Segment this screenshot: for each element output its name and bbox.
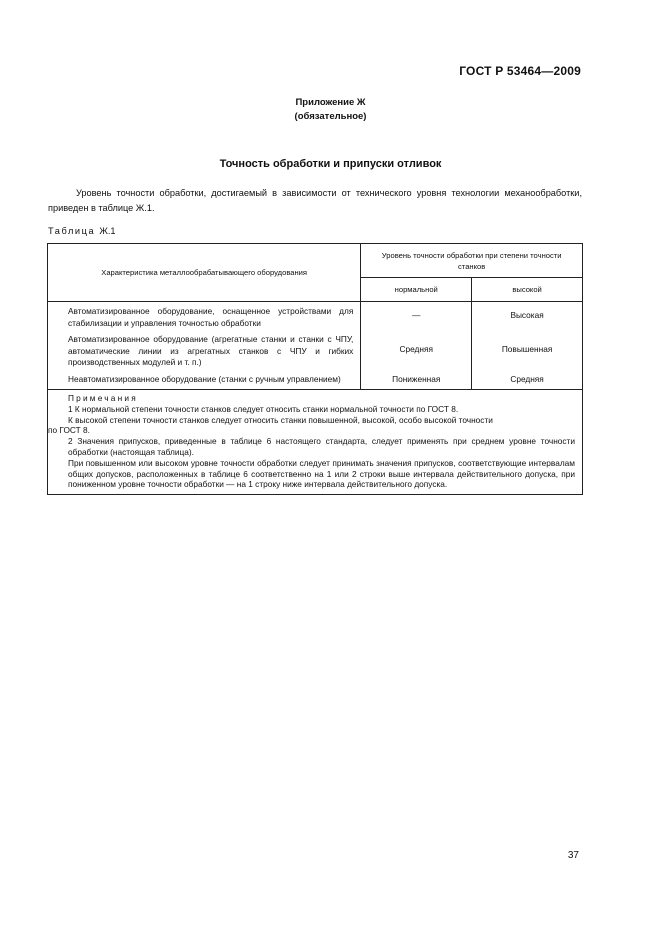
table-caption-number: Ж.1: [99, 226, 116, 236]
row-high: Высокая: [472, 302, 583, 331]
document-code: ГОСТ Р 53464—2009: [459, 64, 581, 78]
row-high: Средняя: [472, 370, 583, 390]
row-equipment: Автоматизированное оборудование, оснащенное устройствами для стабилизации и управления точностью обработки: [48, 302, 361, 331]
annex-status: (обязательное): [294, 111, 367, 122]
annex-title-block: [0, 96, 661, 124]
table-row: [48, 302, 583, 331]
notes-title: Примечания: [68, 393, 138, 403]
header-accuracy-level: Уровень точности обработки при степени точности станков: [361, 244, 583, 278]
note-3: При повышенном или высоком уровне точности обработки следует принимать значения припусков, соответствующие интервалам общих допусков, расположенных в таблице 6 соответственно на 1 или 2 строки выше интервала действительного допуска, при пониженном уровне точности обработки — на 1 строку ниже интервала действительного допуска.: [68, 457, 575, 490]
page-number: 37: [567, 850, 579, 861]
note-2: 2 Значения припусков, приведенные в таблице 6 настоящего стандарта, следует применять при среднем уровне точности обработки (настоящая таблица).: [68, 436, 575, 457]
annex-title: Приложение Ж: [295, 97, 366, 108]
table-row: [48, 370, 583, 390]
table-row: [48, 330, 583, 370]
table-caption-label: Таблица: [48, 226, 96, 236]
header-normal: нормальной: [361, 278, 472, 302]
table-notes: [48, 390, 583, 495]
intro-paragraph: Уровень точности обработки, достигаемый в зависимости от технического уровня технологии механообработки, приведен в таблице Ж.1.: [48, 188, 582, 213]
row-high: Повышенная: [472, 330, 583, 370]
accuracy-table: [47, 243, 583, 495]
note-1b-start: К высокой степени точности станков следует относить станки повышенной, высокой, особо высокой точности: [68, 414, 493, 425]
note-1b-end: по ГОСТ 8.: [48, 425, 90, 436]
row-equipment: Автоматизированное оборудование (агрегатные станки и станки с ЧПУ, автоматические линии из агрегатных станков с ЧПУ и гибких производственных модулей и т. п.): [48, 330, 361, 370]
note-1a: 1 К нормальной степени точности станков следует относить станки нормальной точности по ГОСТ 8.: [68, 403, 459, 414]
note-1b: [68, 415, 575, 426]
table-caption: [48, 226, 116, 236]
header-equipment: Характеристика металлообрабатывающего оборудования: [48, 244, 361, 302]
row-normal: Средняя: [361, 330, 472, 370]
header-high: высокой: [472, 278, 583, 302]
section-heading: Точность обработки и припуски отливок: [219, 158, 442, 170]
row-normal: —: [361, 302, 472, 331]
row-normal: Пониженная: [361, 370, 472, 390]
row-equipment: Неавтоматизированное оборудование (станки с ручным управлением): [48, 370, 361, 390]
